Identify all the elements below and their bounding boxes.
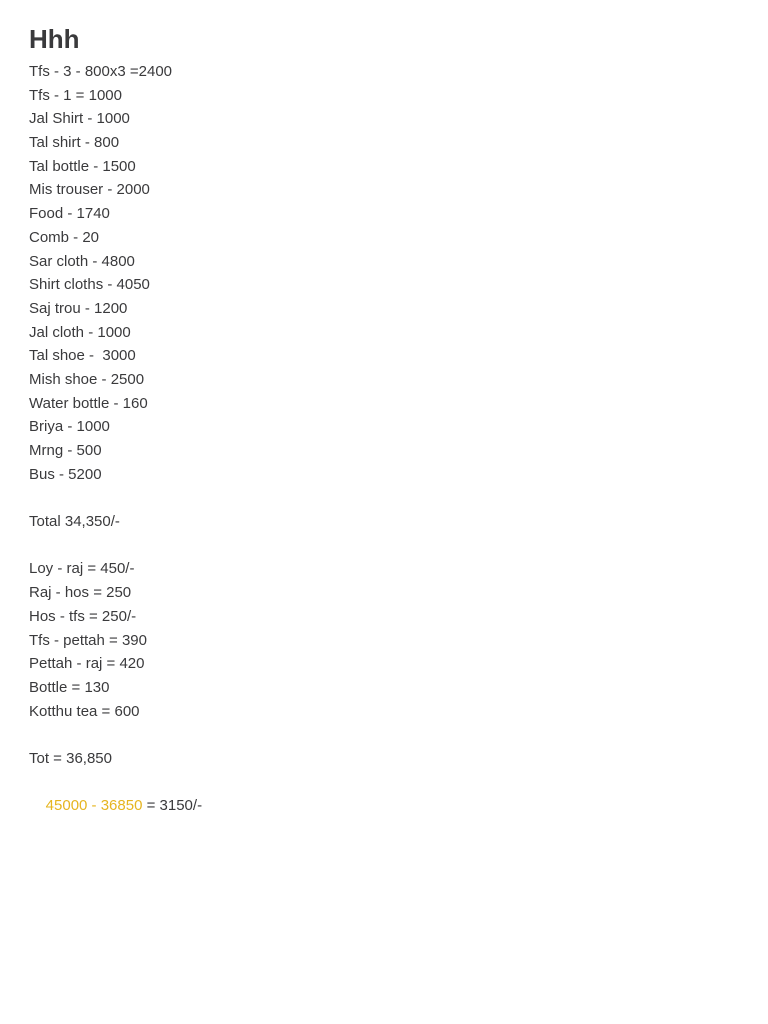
travel-list (29, 557, 739, 723)
expense-line[interactable]: Shirt cloths - 4050 (29, 276, 150, 294)
expense-list (29, 60, 739, 486)
travel-line[interactable]: Tfs - pettah = 390 (29, 631, 147, 649)
travel-line[interactable]: Pettah - raj = 420 (29, 655, 145, 673)
travel-line[interactable]: Raj - hos = 250 (29, 584, 132, 602)
travel-line[interactable]: Bottle = 130 (29, 678, 110, 696)
expense-line[interactable]: Mrng - 500 (29, 442, 102, 459)
total-line[interactable]: Total 34,350/- (29, 513, 120, 531)
travel-line[interactable]: Kotthu tea = 600 (29, 702, 140, 720)
expense-line[interactable]: Bus - 5200 (29, 465, 102, 483)
blank-line[interactable] (29, 723, 739, 747)
expense-line[interactable]: Food - 1740 (29, 205, 110, 223)
expense-line[interactable]: Tal shoe - 3000 (29, 347, 136, 365)
travel-line[interactable]: Loy - raj = 450/- (29, 560, 135, 578)
expense-line[interactable]: Tal bottle - 1500 (29, 157, 136, 175)
blank-line[interactable] (29, 486, 739, 510)
expense-line[interactable]: Saj trou - 1200 (29, 299, 128, 317)
note-title[interactable]: Hhh (29, 24, 80, 54)
balance-line[interactable] (29, 771, 739, 815)
expense-line[interactable]: Jal cloth - 1000 (29, 323, 131, 341)
expense-line[interactable]: Tfs - 1 = 1000 (29, 86, 122, 104)
travel-line[interactable]: Hos - tfs = 250/- (29, 607, 137, 625)
expense-line[interactable]: Water bottle - 160 (29, 394, 148, 412)
expense-line[interactable]: Mis trouser - 2000 (29, 181, 150, 199)
highlighted-calculation[interactable]: 45000 - 36850 (45, 797, 143, 815)
calculation-result[interactable]: = 3150/- (142, 797, 203, 815)
expense-line[interactable]: Sar cloth - 4800 (29, 252, 135, 270)
note-body[interactable] (29, 22, 739, 815)
blank-line[interactable] (29, 534, 739, 558)
expense-line[interactable]: Tfs - 3 - 800x3 =2400 (29, 63, 172, 80)
expense-line[interactable]: Mish shoe - 2500 (29, 370, 145, 388)
expense-line[interactable]: Comb - 20 (29, 228, 100, 246)
expense-line[interactable]: Briya - 1000 (29, 418, 110, 436)
expense-line[interactable]: Jal Shirt - 1000 (29, 110, 130, 128)
expense-line[interactable]: Tal shirt - 800 (29, 134, 120, 152)
grand-total-line[interactable]: Tot = 36,850 (29, 749, 112, 767)
